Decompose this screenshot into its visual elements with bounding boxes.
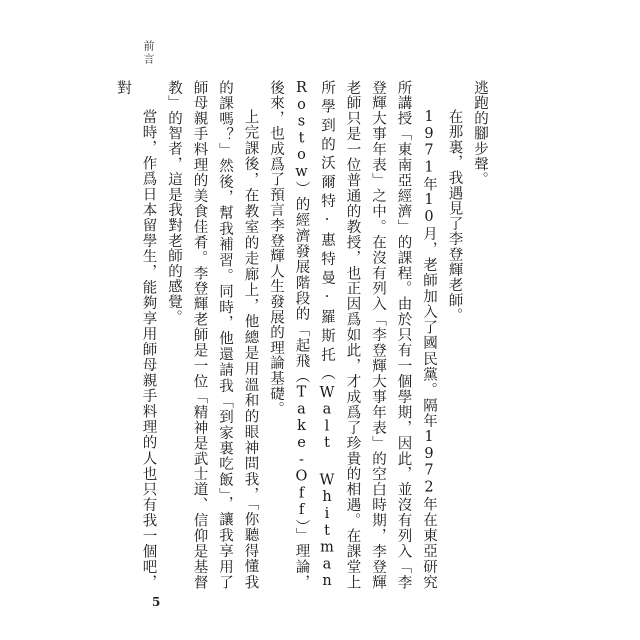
paragraph-4: 上完課後，在教室的走廊上，他總是用溫和的眼神問我，「你聽得懂我的課嗎？」然後，幫我補習。同時，他還請我「到家裏吃飯」，讓我享用了師母親手料理的美食佳肴。李登輝老師是一位「精神是武士道、信仰是基督教」的智者，這是我對老師的感覺。 xyxy=(166,80,259,590)
running-head-title: 前言 xyxy=(142,40,155,66)
paragraph-1: 逃跑的腳步聲。 xyxy=(472,80,488,188)
page-number: 5 xyxy=(152,595,161,609)
paragraph-2: 在那裏，我遇見了李登輝老師。 xyxy=(446,109,463,324)
body-text-column xyxy=(115,80,492,590)
paragraph-3: 1971年10月，老師加入了國民黨。隔年1972年在東亞研究所講授「東南亞經濟」的課程。由於只有一個學期，因此，並沒有列入「李登輝大事年表」之中。在沒有列入「李登輝大事年表」的空白時期，李登輝老師只是一位普通的教授，也正因爲如此，才成爲了珍貴的相遇。在課堂上所學到的沃爾特·惠特曼·羅斯托（Walt Whitman Rostow）的經濟發展階段的「起飛（Take-Off）」理論，後來，也成爲了預言李登輝人生發展的理論基礎。 xyxy=(268,80,437,590)
paragraph-5: 當時，作爲日本留學生，能夠享用師母親手料理的人也只有我一個吧，對 xyxy=(115,80,157,590)
